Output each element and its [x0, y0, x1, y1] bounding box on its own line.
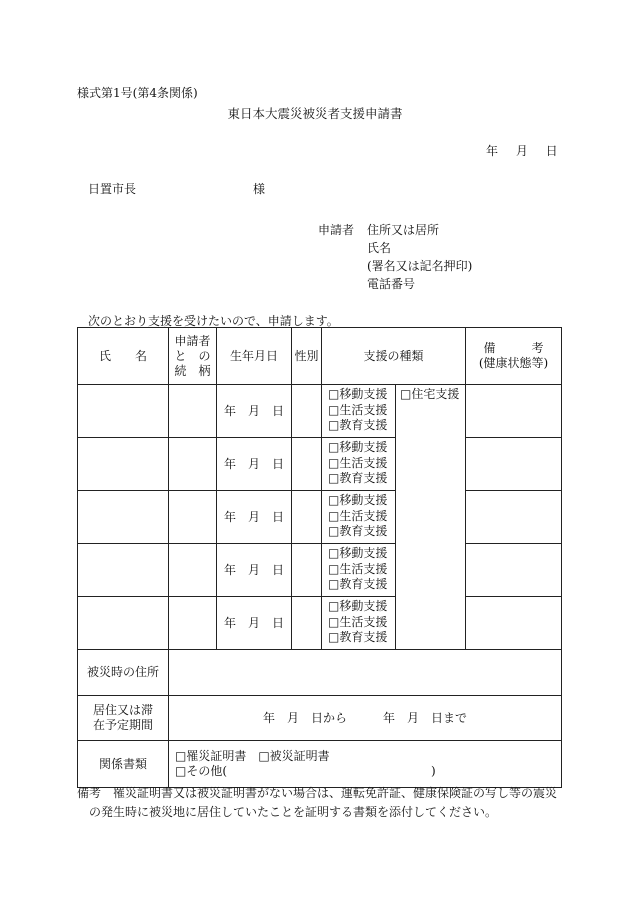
remarks-cell[interactable] [466, 597, 562, 650]
form-number: 様式第1号(第4条関係) [77, 86, 198, 100]
applicant-name-field: 氏名 [367, 241, 392, 255]
support-option-education[interactable]: □教育支援 [328, 471, 388, 485]
gender-cell[interactable] [292, 597, 322, 650]
support-options [322, 385, 396, 438]
stay-period-label-line2: 在予定期間 [92, 718, 153, 732]
relation-cell[interactable] [169, 385, 217, 438]
stay-period-label [78, 696, 169, 741]
support-options [322, 544, 396, 597]
support-option-education[interactable]: □教育支援 [328, 577, 388, 591]
table-row [78, 491, 562, 544]
documents-row [78, 741, 562, 788]
header-gender: 性別 [292, 328, 322, 385]
support-options [322, 491, 396, 544]
header-relation-line2: と の [174, 348, 211, 363]
relation-cell[interactable] [169, 491, 217, 544]
applicant-label: 申請者 [318, 223, 355, 237]
name-cell[interactable] [78, 438, 169, 491]
support-option-mobility[interactable]: □移動支援 [328, 546, 388, 560]
support-option-education[interactable]: □教育支援 [328, 524, 388, 538]
table-row [78, 544, 562, 597]
support-option-mobility[interactable]: □移動支援 [328, 387, 388, 401]
documents-field [169, 741, 562, 788]
header-name: 氏 名 [78, 328, 169, 385]
remarks-cell[interactable] [466, 385, 562, 438]
support-option-living[interactable]: □生活支援 [328, 561, 388, 576]
stay-period-label-line1: 居住又は滞 [92, 703, 153, 717]
documents-label: 関係書類 [78, 741, 169, 788]
name-cell[interactable] [78, 385, 169, 438]
remarks-note [77, 784, 565, 822]
disaster-address-label: 被災時の住所 [78, 650, 169, 696]
remarks-note-line2: の発生時に被災地に居住していたことを証明する書類を添付してください。 [89, 805, 498, 819]
stay-period-field[interactable]: 年 月 日から 年 月 日まで [169, 696, 562, 741]
support-options [322, 597, 396, 650]
birth-cell[interactable]: 年 月 日 [217, 385, 292, 438]
name-cell[interactable] [78, 491, 169, 544]
remarks-cell[interactable] [466, 544, 562, 597]
support-option-living[interactable]: □生活支援 [328, 614, 388, 629]
header-remarks-line2: (健康状態等) [478, 356, 549, 370]
support-option-living[interactable]: □生活支援 [328, 508, 388, 523]
header-birth: 生年月日 [217, 328, 292, 385]
name-cell[interactable] [78, 544, 169, 597]
application-table [77, 327, 562, 788]
gender-cell[interactable] [292, 491, 322, 544]
support-option-living[interactable]: □生活支援 [328, 402, 388, 417]
gender-cell[interactable] [292, 385, 322, 438]
support-option-housing[interactable]: □住宅支援 [400, 387, 460, 401]
applicant-sign-note: (署名又は記名押印) [367, 259, 473, 273]
remarks-cell[interactable] [466, 491, 562, 544]
documents-options-line1[interactable]: □罹災証明書 □被災証明書 [175, 749, 330, 763]
documents-options-line2[interactable]: □その他( ) [175, 764, 436, 778]
support-option-mobility[interactable]: □移動支援 [328, 493, 388, 507]
relation-cell[interactable] [169, 544, 217, 597]
housing-support-cell [396, 385, 466, 650]
document-title: 東日本大震災被災者支援申請書 [227, 106, 403, 121]
addressee-suffix: 様 [253, 182, 266, 196]
disaster-address-field[interactable] [169, 650, 562, 696]
relation-cell[interactable] [169, 597, 217, 650]
header-remarks-line1: 備 考 [483, 341, 544, 355]
applicant-phone-field: 電話番号 [367, 277, 416, 291]
support-option-living[interactable]: □生活支援 [328, 455, 388, 470]
table-row [78, 438, 562, 491]
addressee: 日置市長 [88, 182, 137, 196]
support-option-education[interactable]: □教育支援 [328, 630, 388, 644]
header-relation-line1: 申請者 [174, 333, 211, 348]
birth-cell[interactable]: 年 月 日 [217, 491, 292, 544]
header-remarks [466, 328, 562, 385]
applicant-address-field: 住所又は居所 [367, 223, 440, 237]
table-row [78, 385, 562, 438]
remarks-note-line1: 備考 罹災証明書又は被災証明書がない場合は、運転免許証、健康保険証の写し等の震災 [77, 786, 558, 800]
disaster-address-row [78, 650, 562, 696]
birth-cell[interactable]: 年 月 日 [217, 544, 292, 597]
table-row [78, 597, 562, 650]
birth-cell[interactable]: 年 月 日 [217, 597, 292, 650]
gender-cell[interactable] [292, 544, 322, 597]
application-date: 年 月 日 [486, 144, 558, 158]
birth-cell[interactable]: 年 月 日 [217, 438, 292, 491]
name-cell[interactable] [78, 597, 169, 650]
stay-period-row [78, 696, 562, 741]
support-option-education[interactable]: □教育支援 [328, 418, 388, 432]
relation-cell[interactable] [169, 438, 217, 491]
header-relation-line3: 続 柄 [174, 363, 211, 378]
remarks-cell[interactable] [466, 438, 562, 491]
support-option-mobility[interactable]: □移動支援 [328, 599, 388, 613]
support-options [322, 438, 396, 491]
intro-text: 次のとおり支援を受けたいので、申請します。 [88, 314, 339, 328]
table-header-row [78, 328, 562, 385]
header-support-type: 支援の種類 [322, 328, 466, 385]
gender-cell[interactable] [292, 438, 322, 491]
header-relation [169, 328, 217, 385]
support-option-mobility[interactable]: □移動支援 [328, 440, 388, 454]
